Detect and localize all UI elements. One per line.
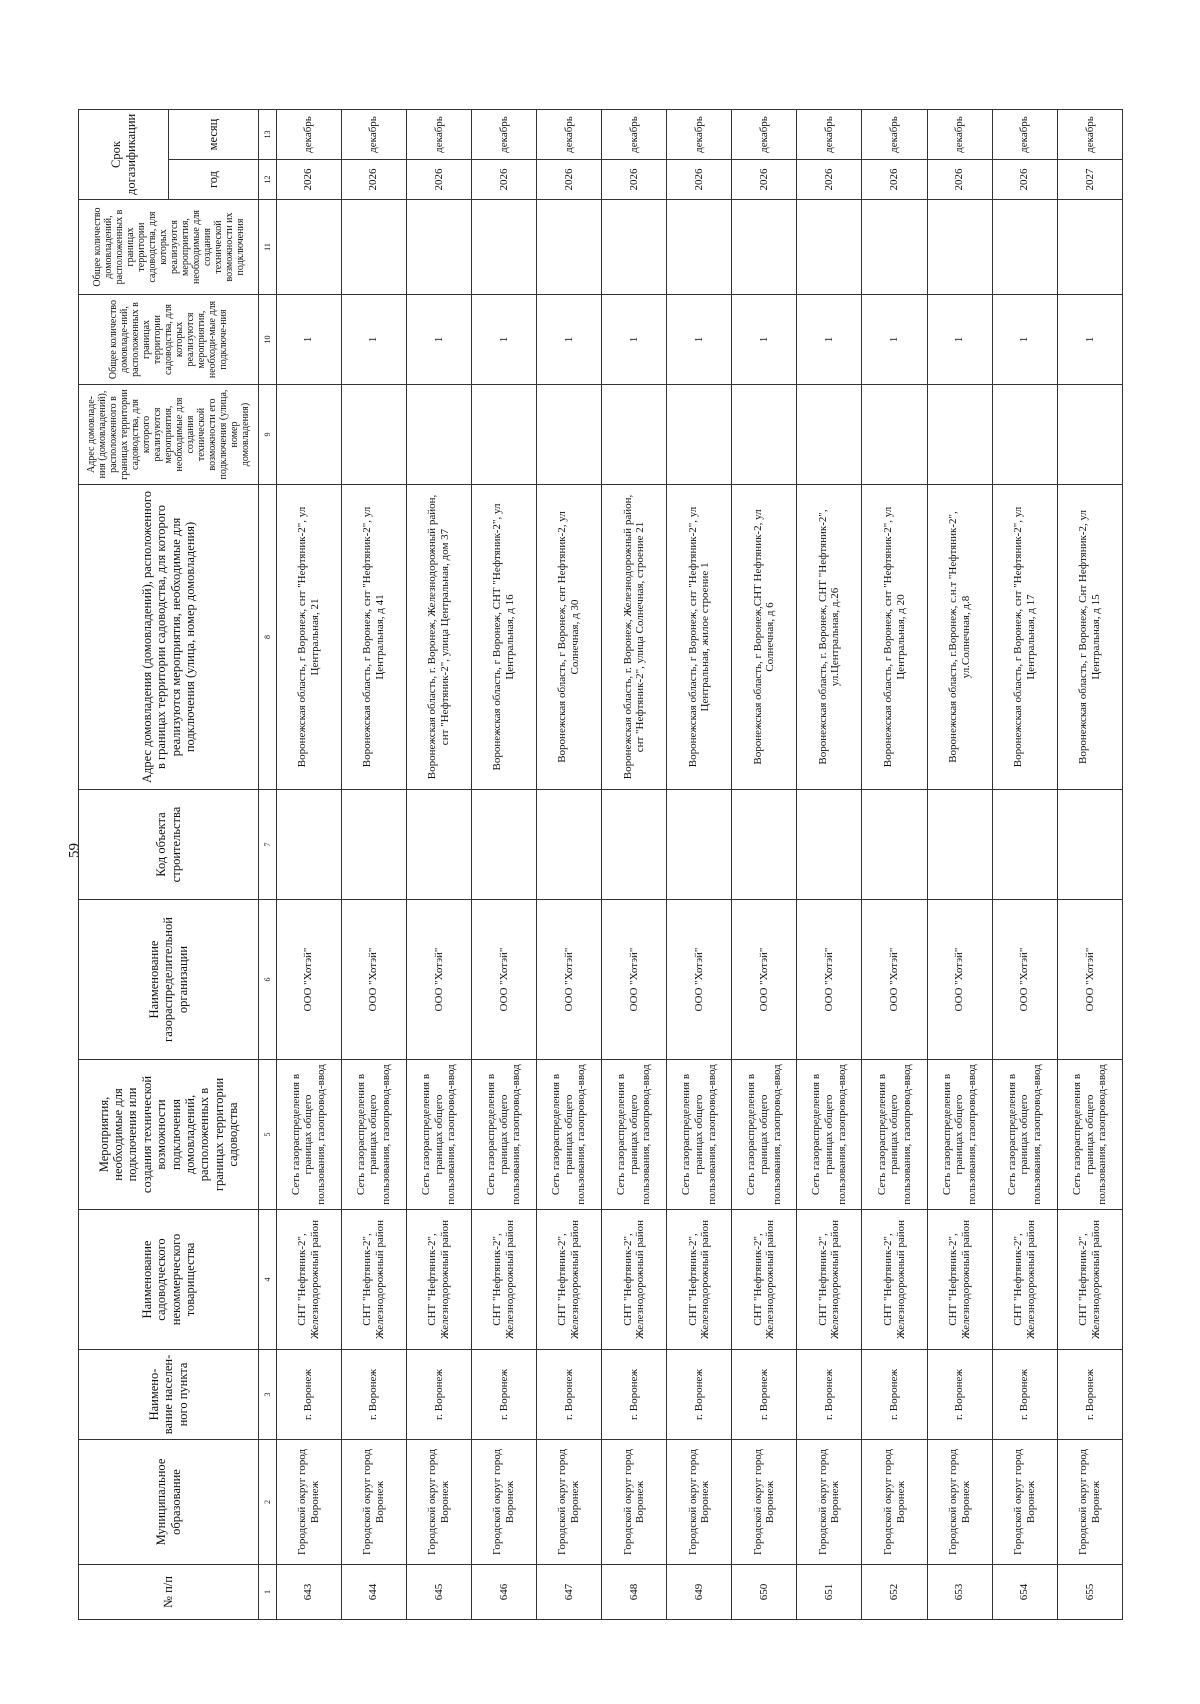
column-number: 12 (259, 160, 277, 200)
year-cell: 2026 (341, 160, 406, 200)
column-number: 2 (259, 1440, 277, 1565)
gas-org-cell: ООО "Хотэй" (276, 900, 341, 1060)
address-cell: Воронежская область, г. Воронеж, Железнодорожный район, снт "Нефтяник-2", улица Солнечная, строение 21 (602, 485, 667, 790)
municipality-cell: Городской округ город Воронеж (927, 1440, 992, 1565)
partnership-cell: СНТ "Нефтяник-2", Железнодорожный район (732, 1210, 797, 1350)
count-tech-cell (992, 200, 1057, 295)
table-row (341, 110, 406, 1620)
partnership-cell: СНТ "Нефтяник-2", Железнодорожный район (341, 1210, 406, 1350)
month-cell: декабрь (341, 110, 406, 160)
year-cell: 2026 (862, 160, 927, 200)
count-connection-cell: 1 (341, 295, 406, 385)
object-code-cell (471, 790, 536, 900)
address-tech-cell (732, 385, 797, 485)
count-connection-cell: 1 (992, 295, 1057, 385)
gas-org-cell: ООО "Хотэй" (667, 900, 732, 1060)
object-code-cell (602, 790, 667, 900)
municipality-cell: Городской округ город Воронеж (276, 1440, 341, 1565)
measure-cell: Сеть газораспределения в границах общего пользования, газопровод-ввод (797, 1060, 862, 1210)
row-index: 653 (927, 1565, 992, 1620)
address-tech-cell (1057, 385, 1122, 485)
settlement-cell: г. Воронеж (992, 1350, 1057, 1440)
count-tech-cell (406, 200, 471, 295)
year-cell: 2026 (602, 160, 667, 200)
settlement-cell: г. Воронеж (276, 1350, 341, 1440)
row-index: 645 (406, 1565, 471, 1620)
year-cell: 2026 (406, 160, 471, 200)
partnership-cell: СНТ "Нефтяник-2", Железнодорожный район (862, 1210, 927, 1350)
municipality-cell: Городской округ город Воронеж (667, 1440, 732, 1565)
measure-cell: Сеть газораспределения в границах общего пользования, газопровод-ввод (732, 1060, 797, 1210)
row-index: 647 (537, 1565, 602, 1620)
object-code-cell (667, 790, 732, 900)
count-connection-cell: 1 (927, 295, 992, 385)
object-code-cell (406, 790, 471, 900)
column-number-row (259, 110, 277, 1620)
header-term: Срок догазификации (79, 110, 169, 200)
count-tech-cell (471, 200, 536, 295)
address-tech-cell (797, 385, 862, 485)
row-index: 649 (667, 1565, 732, 1620)
partnership-cell: СНТ "Нефтяник-2", Железнодорожный район (1057, 1210, 1122, 1350)
partnership-cell: СНТ "Нефтяник-2", Железнодорожный район (471, 1210, 536, 1350)
month-cell: декабрь (992, 110, 1057, 160)
measure-cell: Сеть газораспределения в границах общего пользования, газопровод-ввод (276, 1060, 341, 1210)
settlement-cell: г. Воронеж (406, 1350, 471, 1440)
municipality-cell: Городской округ город Воронеж (406, 1440, 471, 1565)
table-row (797, 110, 862, 1620)
month-cell: декабрь (471, 110, 536, 160)
settlement-cell: г. Воронеж (471, 1350, 536, 1440)
address-tech-cell (992, 385, 1057, 485)
count-connection-cell: 1 (276, 295, 341, 385)
municipality-cell: Городской округ город Воронеж (537, 1440, 602, 1565)
count-tech-cell (602, 200, 667, 295)
address-cell: Воронежская область, г Воронеж, снт "Нефтяник-2", ул Центральная, д 41 (341, 485, 406, 790)
measure-cell: Сеть газораспределения в границах общего пользования, газопровод-ввод (667, 1060, 732, 1210)
count-connection-cell: 1 (797, 295, 862, 385)
gas-org-cell: ООО "Хотэй" (992, 900, 1057, 1060)
rotated-table-container (78, 110, 1123, 1620)
count-connection-cell: 1 (471, 295, 536, 385)
column-number: 9 (259, 385, 277, 485)
municipality-cell: Городской округ город Воронеж (732, 1440, 797, 1565)
measure-cell: Сеть газораспределения в границах общего пользования, газопровод-ввод (471, 1060, 536, 1210)
column-number: 13 (259, 110, 277, 160)
year-cell: 2026 (471, 160, 536, 200)
measure-cell: Сеть газораспределения в границах общего пользования, газопровод-ввод (537, 1060, 602, 1210)
gas-org-cell: ООО "Хотэй" (471, 900, 536, 1060)
address-cell: Воронежская область, г Воронеж,СНТ Нефтяник-2, ул Солнечная, д 6 (732, 485, 797, 790)
header-settlement: Наимено-вание населен-ного пункта (79, 1350, 259, 1440)
header-index: № п/п (79, 1565, 259, 1620)
table-row (927, 110, 992, 1620)
gas-org-cell: ООО "Хотэй" (406, 900, 471, 1060)
partnership-cell: СНТ "Нефтяник-2", Железнодорожный район (667, 1210, 732, 1350)
column-number: 6 (259, 900, 277, 1060)
column-number: 10 (259, 295, 277, 385)
table-row (471, 110, 536, 1620)
object-code-cell (1057, 790, 1122, 900)
gas-org-cell: ООО "Хотэй" (862, 900, 927, 1060)
column-number: 8 (259, 485, 277, 790)
month-cell: декабрь (732, 110, 797, 160)
header-address-tech: Адрес домовладе-ния (домовладений), расположенного в границах территории садоводства, для которого реализуются мероприятия, необходимые для создания технической возможности его подключения (улица, номер домовладения) (79, 385, 259, 485)
count-tech-cell (667, 200, 732, 295)
address-tech-cell (667, 385, 732, 485)
address-tech-cell (862, 385, 927, 485)
settlement-cell: г. Воронеж (797, 1350, 862, 1440)
partnership-cell: СНТ "Нефтяник-2", Железнодорожный район (992, 1210, 1057, 1350)
partnership-cell: СНТ "Нефтяник-2", Железнодорожный район (276, 1210, 341, 1350)
column-number: 3 (259, 1350, 277, 1440)
count-connection-cell: 1 (602, 295, 667, 385)
address-cell: Воронежская область, г Воронеж, снт Нефтяник-2, ул Солнечная, д 30 (537, 485, 602, 790)
gas-org-cell: ООО "Хотэй" (797, 900, 862, 1060)
gas-org-cell: ООО "Хотэй" (1057, 900, 1122, 1060)
settlement-cell: г. Воронеж (602, 1350, 667, 1440)
partnership-cell: СНТ "Нефтяник-2", Железнодорожный район (537, 1210, 602, 1350)
settlement-cell: г. Воронеж (537, 1350, 602, 1440)
column-number: 11 (259, 200, 277, 295)
object-code-cell (341, 790, 406, 900)
address-cell: Воронежская область, г. Воронеж, Железнодорожный район, снт "Нефтяник-2", улица Центральная, дом 37 (406, 485, 471, 790)
address-tech-cell (537, 385, 602, 485)
year-cell: 2026 (537, 160, 602, 200)
column-number: 5 (259, 1060, 277, 1210)
header-row-1 (79, 110, 169, 1620)
row-index: 651 (797, 1565, 862, 1620)
partnership-cell: СНТ "Нефтяник-2", Железнодорожный район (927, 1210, 992, 1350)
count-tech-cell (341, 200, 406, 295)
municipality-cell: Городской округ город Воронеж (602, 1440, 667, 1565)
gasification-table (78, 109, 1123, 1620)
table-row (406, 110, 471, 1620)
object-code-cell (797, 790, 862, 900)
measure-cell: Сеть газораспределения в границах общего пользования, газопровод-ввод (406, 1060, 471, 1210)
measure-cell: Сеть газораспределения в границах общего пользования, газопровод-ввод (927, 1060, 992, 1210)
row-index: 644 (341, 1565, 406, 1620)
object-code-cell (732, 790, 797, 900)
object-code-cell (276, 790, 341, 900)
address-cell: Воронежская область, г Воронеж, снт "Нефтяник-2", ул Центральная, 21 (276, 485, 341, 790)
month-cell: декабрь (276, 110, 341, 160)
year-cell: 2027 (1057, 160, 1122, 200)
municipality-cell: Городской округ город Воронеж (992, 1440, 1057, 1565)
header-year: год (169, 160, 259, 200)
month-cell: декабрь (667, 110, 732, 160)
count-connection-cell: 1 (537, 295, 602, 385)
address-tech-cell (406, 385, 471, 485)
year-cell: 2026 (797, 160, 862, 200)
object-code-cell (862, 790, 927, 900)
settlement-cell: г. Воронеж (732, 1350, 797, 1440)
table-row (992, 110, 1057, 1620)
gas-org-cell: ООО "Хотэй" (602, 900, 667, 1060)
object-code-cell (992, 790, 1057, 900)
gas-org-cell: ООО "Хотэй" (537, 900, 602, 1060)
measure-cell: Сеть газораспределения в границах общего пользования, газопровод-ввод (862, 1060, 927, 1210)
row-index: 654 (992, 1565, 1057, 1620)
measure-cell: Сеть газораспределения в границах общего пользования, газопровод-ввод (992, 1060, 1057, 1210)
municipality-cell: Городской округ город Воронеж (341, 1440, 406, 1565)
municipality-cell: Городской округ город Воронеж (471, 1440, 536, 1565)
table-row (602, 110, 667, 1620)
settlement-cell: г. Воронеж (1057, 1350, 1122, 1440)
count-connection-cell: 1 (862, 295, 927, 385)
page-number: 59 (66, 843, 83, 858)
count-tech-cell (276, 200, 341, 295)
year-cell: 2026 (667, 160, 732, 200)
row-index: 650 (732, 1565, 797, 1620)
gas-org-cell: ООО "Хотэй" (927, 900, 992, 1060)
object-code-cell (927, 790, 992, 900)
row-index: 648 (602, 1565, 667, 1620)
count-connection-cell: 1 (667, 295, 732, 385)
address-cell: Воронежская область, г Воронеж, снт "Нефтяник-2", ул Центральная, д 20 (862, 485, 927, 790)
row-index: 643 (276, 1565, 341, 1620)
header-municipality: Муниципальное образование (79, 1440, 259, 1565)
header-measures: Мероприятия, необходимые для подключения или создания технической возможности подключения домовладений, расположенных в границах территории садоводства (79, 1060, 259, 1210)
year-cell: 2026 (992, 160, 1057, 200)
partnership-cell: СНТ "Нефтяник-2", Железнодорожный район (406, 1210, 471, 1350)
row-index: 655 (1057, 1565, 1122, 1620)
column-number: 1 (259, 1565, 277, 1620)
month-cell: декабрь (406, 110, 471, 160)
partnership-cell: СНТ "Нефтяник-2", Железнодорожный район (797, 1210, 862, 1350)
count-connection-cell: 1 (406, 295, 471, 385)
object-code-cell (537, 790, 602, 900)
month-cell: декабрь (1057, 110, 1122, 160)
month-cell: декабрь (927, 110, 992, 160)
year-cell: 2026 (276, 160, 341, 200)
table-row (667, 110, 732, 1620)
address-tech-cell (341, 385, 406, 485)
partnership-cell: СНТ "Нефтяник-2", Железнодорожный район (602, 1210, 667, 1350)
column-number: 7 (259, 790, 277, 900)
month-cell: декабрь (537, 110, 602, 160)
header-gas-org: Наименование газораспределительной организации (79, 900, 259, 1060)
address-tech-cell (602, 385, 667, 485)
count-tech-cell (797, 200, 862, 295)
address-cell: Воронежская область, г. Воронеж, СНТ "Нефтяник-2", ул.Центральная, д.26 (797, 485, 862, 790)
count-tech-cell (1057, 200, 1122, 295)
table-row (537, 110, 602, 1620)
settlement-cell: г. Воронеж (667, 1350, 732, 1440)
municipality-cell: Городской округ город Воронеж (1057, 1440, 1122, 1565)
column-number: 4 (259, 1210, 277, 1350)
address-cell: Воронежская область, г.Воронеж, с.н.т "Нефтяник-2", ул.Солнечная, д.8 (927, 485, 992, 790)
year-cell: 2026 (732, 160, 797, 200)
table-body (259, 110, 1123, 1620)
month-cell: декабрь (862, 110, 927, 160)
address-cell: Воронежская область, г Воронеж, Снт Нефтяник-2, ул Центральная, д 15 (1057, 485, 1122, 790)
address-cell: Воронежская область, г Воронеж, СНТ "Нефтяник-2", ул Центральная, д 16 (471, 485, 536, 790)
header-month: месяц (169, 110, 259, 160)
header-count-tech: Общее количество домовладений, расположенных в границах территории садоводства, для которых реализуются мероприятия, необходимые для создания технической возможности их подключения (79, 200, 259, 295)
table-row (276, 110, 341, 1620)
month-cell: декабрь (602, 110, 667, 160)
count-tech-cell (732, 200, 797, 295)
count-connection-cell: 1 (1057, 295, 1122, 385)
municipality-cell: Городской округ город Воронеж (797, 1440, 862, 1565)
count-tech-cell (927, 200, 992, 295)
header-count-connection: Общее количество домовладе-ний, расположенных в границах территории садоводства, для которых реализуются мероприятия, необходи-мые для подключе-ния (79, 295, 259, 385)
address-tech-cell (471, 385, 536, 485)
count-connection-cell: 1 (732, 295, 797, 385)
table-row (1057, 110, 1122, 1620)
address-cell: Воронежская область, г Воронеж, снт "Нефтяник-2", ул Центральная, д 17 (992, 485, 1057, 790)
address-cell: Воронежская область, г Воронеж, снт "Нефтяник-2", ул Центральная, жилое строение 1 (667, 485, 732, 790)
month-cell: декабрь (797, 110, 862, 160)
count-tech-cell (537, 200, 602, 295)
header-partnership: Наименование садоводческого некоммерческого товарищества (79, 1210, 259, 1350)
measure-cell: Сеть газораспределения в границах общего пользования, газопровод-ввод (602, 1060, 667, 1210)
municipality-cell: Городской округ город Воронеж (862, 1440, 927, 1565)
table-row (732, 110, 797, 1620)
header-object-code: Код объекта строительства (79, 790, 259, 900)
table-row (862, 110, 927, 1620)
settlement-cell: г. Воронеж (862, 1350, 927, 1440)
gas-org-cell: ООО "Хотэй" (341, 900, 406, 1060)
address-tech-cell (276, 385, 341, 485)
address-tech-cell (927, 385, 992, 485)
gas-org-cell: ООО "Хотэй" (732, 900, 797, 1060)
row-index: 652 (862, 1565, 927, 1620)
header-address: Адрес домовладения (домовладений), расположенного в границах территории садоводства, для которого реализуются мероприятия, необходимые для подключения (улица, номер домовладения) (79, 485, 259, 790)
year-cell: 2026 (927, 160, 992, 200)
settlement-cell: г. Воронеж (927, 1350, 992, 1440)
row-index: 646 (471, 1565, 536, 1620)
measure-cell: Сеть газораспределения в границах общего пользования, газопровод-ввод (1057, 1060, 1122, 1210)
measure-cell: Сеть газораспределения в границах общего пользования, газопровод-ввод (341, 1060, 406, 1210)
count-tech-cell (862, 200, 927, 295)
settlement-cell: г. Воронеж (341, 1350, 406, 1440)
